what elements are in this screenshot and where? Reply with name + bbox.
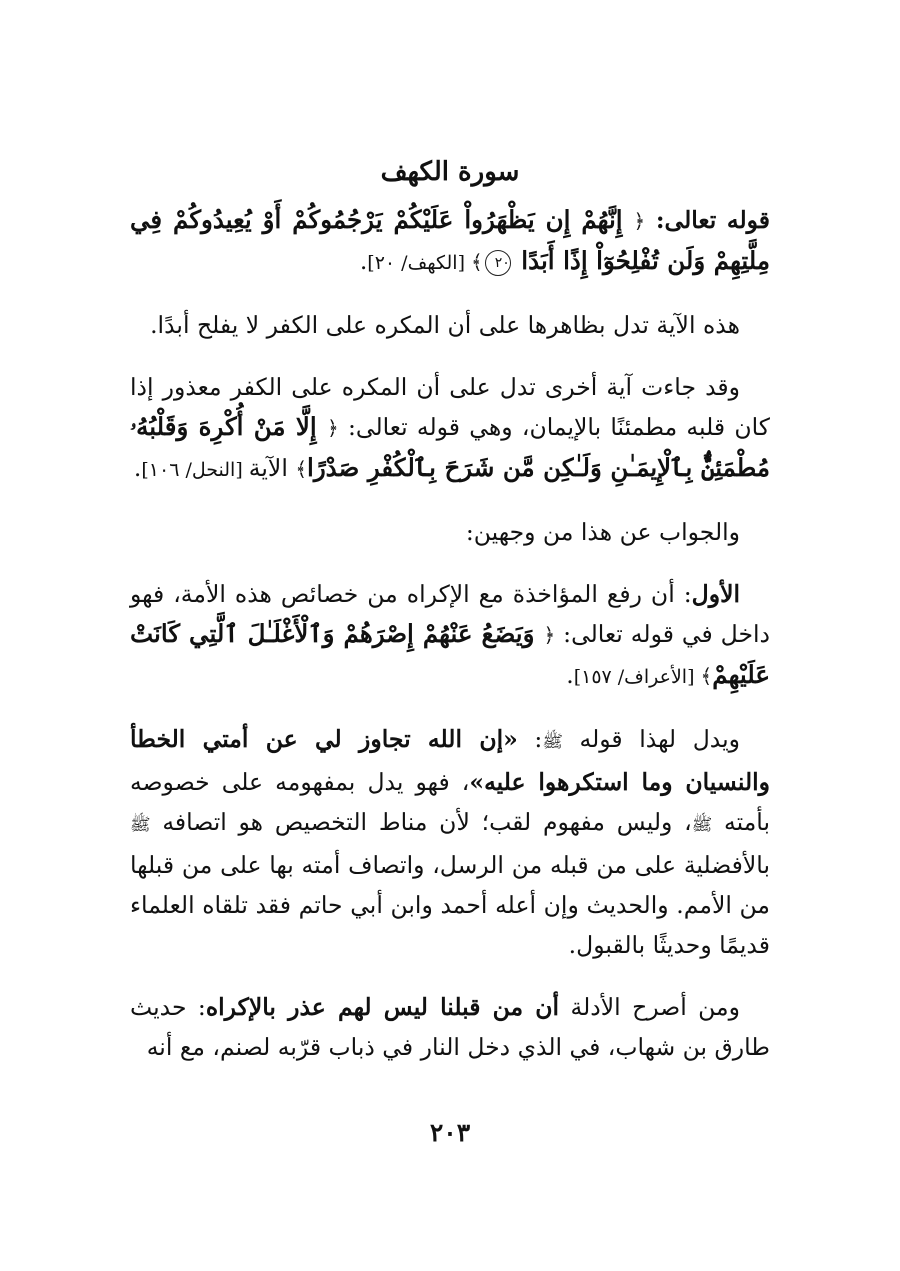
paragraph-text: بالأفضلية على من قبله من الرسل، واتصاف أمته بها على من قبلها من الأمم. والحديث وإن أعله أحمد وابن أبي حاتم فقد تلقاه العلماء قديمًا وحديثًا بالقبول.	[130, 851, 770, 959]
sentence-end: .	[359, 247, 368, 275]
paragraph-text: : أن رفع المؤاخذة مع الإكراه من خصائص هذه الأمة، فهو داخل في قوله تعالى:	[130, 580, 770, 648]
quran-close-bracket: ﴾	[295, 457, 308, 481]
paragraph-text: ومن أصرح الأدلة	[559, 993, 740, 1021]
quran-open-bracket: ﴿	[326, 416, 339, 440]
paragraph-second-verse	[130, 367, 770, 490]
quran-verse-text: وَيَضَعُ عَنْهُمْ إِصْرَهُمْ وَٱلْأَغْلَـٰلَ ٱلَّتِي كَانَتْ عَلَيْهِمْ	[130, 619, 770, 689]
paragraph-hadith	[130, 719, 770, 965]
quran-open-bracket: ﴿	[633, 209, 646, 233]
verse-reference: [الأعراف/ ١٥٧]	[573, 666, 701, 688]
paragraph-text: وقد جاءت آية أخرى تدل على أن المكره على الكفر معذور إذا كان قلبه مطمئنًا بالإيمان، وهي قوله تعالى:	[130, 373, 770, 441]
verse-tail: الآية	[248, 454, 296, 482]
paragraph-answer-intro: والجواب عن هذا من وجهين:	[465, 518, 740, 546]
emphasis-text: أن من قبلنا ليس لهم عذر بالإكراه	[205, 993, 560, 1021]
paragraph-evidence	[130, 987, 770, 1067]
salawat-symbol: ﷺ	[130, 815, 151, 835]
paragraph-text: : حديث طارق بن شهاب، في الذي دخل النار في ذباب قرّبه لصنم، مع أنه	[130, 993, 770, 1061]
salawat-symbol: ﷺ	[542, 732, 563, 752]
point-label: الأول	[691, 580, 740, 608]
paragraph-text: ، وليس مفهوم لقب؛ لأن مناط التخصيص هو اتصافه	[150, 808, 692, 836]
quran-verse-text: إِلَّا مَنْ أُكْرِهَ وَقَلْبُهُۥ مُطْمَئِنٌّۢ بِٱلْإِيمَـٰنِ وَلَـٰكِن مَّن شَرَحَ بِٱلْكُفْرِ صَدْرًا	[130, 412, 770, 482]
paragraph-text: ، فهو يدل بمفهومه على خصوصه بأمته	[130, 768, 770, 836]
salawat-symbol: ﷺ	[691, 815, 713, 835]
verse-reference: [الكهف/ ٢٠]	[367, 252, 472, 274]
hadith-quote: «إن الله تجاوز لي عن أمتي الخطأ والنسيان وما استكرهوا عليه»	[130, 725, 770, 796]
quran-verse-text: إِنَّهُمْ إِن يَظْهَرُواْ عَلَيْكُمْ يَرْجُمُوكُمْ أَوْ يُعِيدُوكُمْ فِي مِلَّتِهِمْ وَلَن تُفْلِحُوٓاْ إِذًا أَبَدًا	[130, 205, 770, 275]
quran-close-bracket: ﴾	[471, 250, 483, 274]
surah-heading: سورة الكهف	[380, 157, 520, 187]
page-number: ٢٠٣	[429, 1118, 471, 1147]
paragraph-first-answer	[130, 574, 770, 697]
sentence-end: .	[566, 661, 574, 689]
ayah-number-marker: ٢٠	[485, 250, 511, 276]
verse-intro: قوله تعالى:	[645, 206, 770, 234]
paragraph-text: ويدل لهذا قوله	[562, 725, 740, 753]
paragraph-verse-kahf	[130, 200, 770, 283]
quran-close-bracket: ﴾	[700, 664, 713, 688]
paragraph-interpretation: هذه الآية تدل بظاهرها على أن المكره على الكفر لا يفلح أبدًا.	[150, 311, 740, 339]
verse-reference: [النحل/ ١٠٦]	[141, 459, 249, 481]
page-body	[130, 150, 770, 1089]
quran-open-bracket: ﴿	[543, 623, 556, 647]
sentence-end: .	[133, 454, 142, 482]
colon: :	[517, 725, 543, 753]
